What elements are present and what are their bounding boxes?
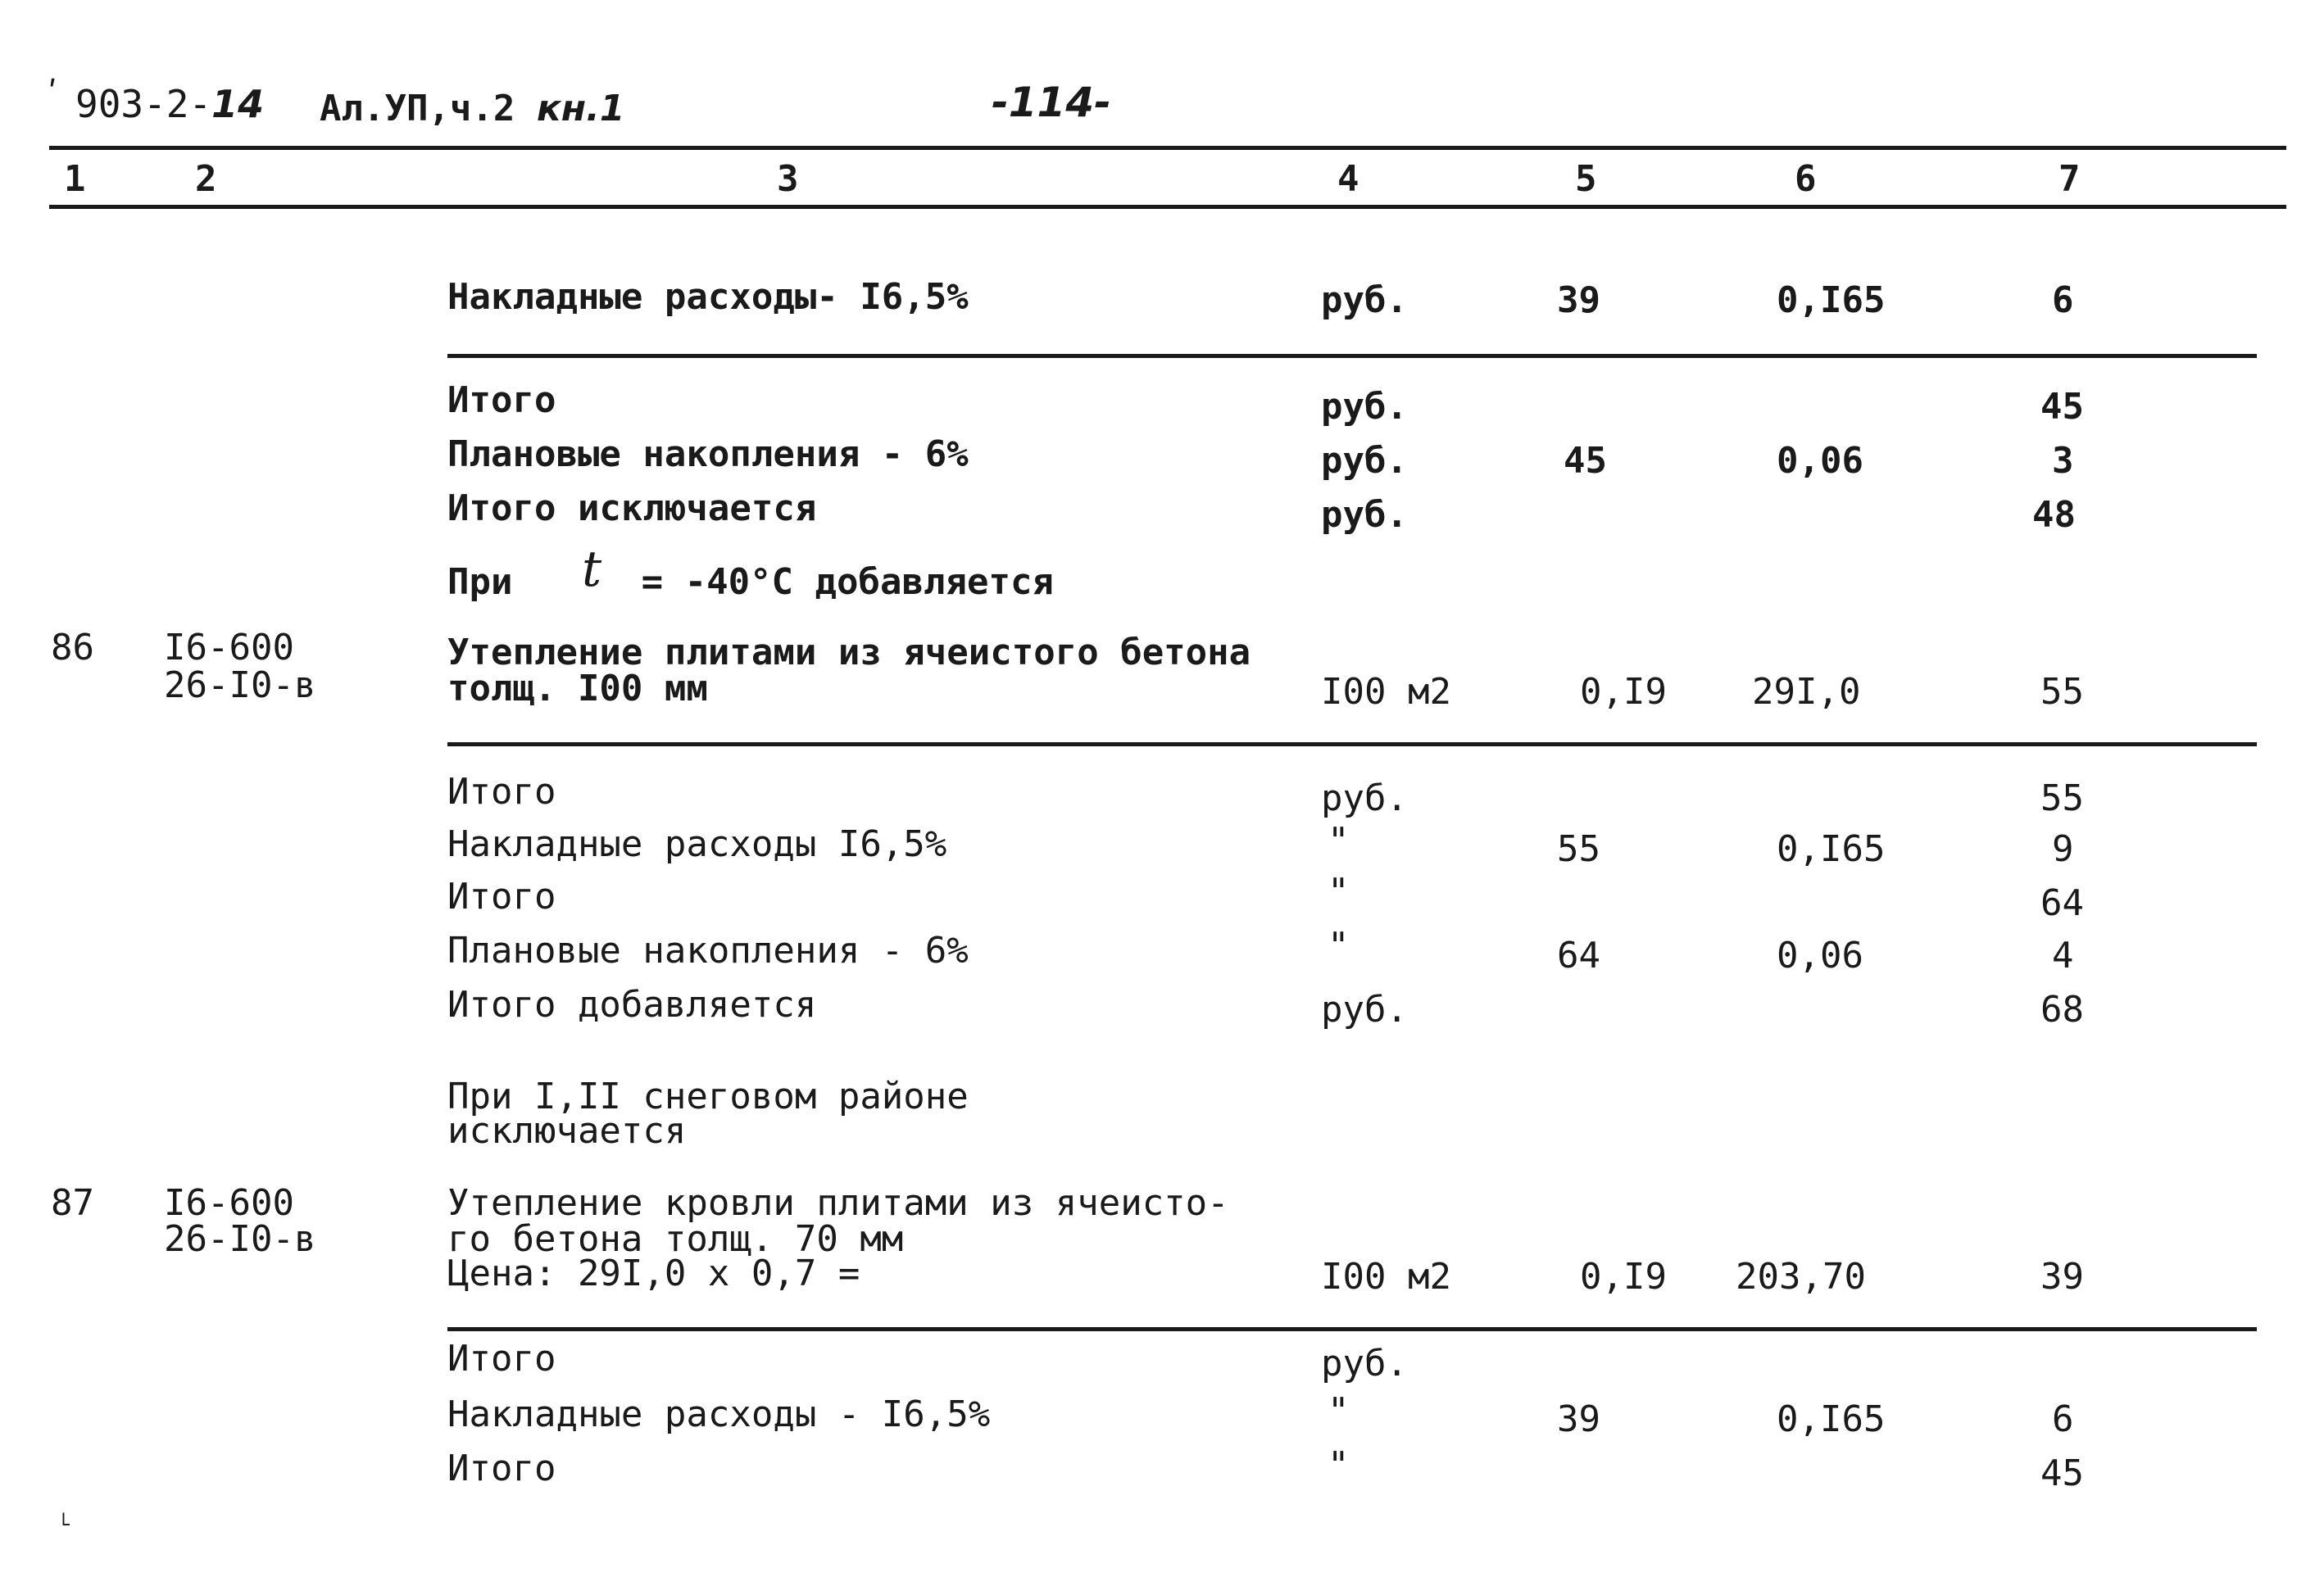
row-87-total-text: Итого — [447, 1338, 556, 1380]
row-86-subtotal-sum: 64 — [2040, 882, 2084, 924]
col-header-5: 5 — [1575, 158, 1597, 200]
item-87-unit: I00 м2 — [1321, 1256, 1451, 1298]
item-86-code-2: 26-I0-в — [164, 664, 316, 706]
item-87-desc-1: Утепление кровли плитами из ячеисто- — [447, 1182, 1229, 1224]
subtotal-rule-3 — [447, 1327, 2257, 1331]
row-87-overhead-rate: 0,I65 — [1777, 1398, 1886, 1440]
item-86-number: 86 — [51, 627, 94, 668]
col-header-7: 7 — [2058, 158, 2081, 200]
row-total-text: Итого — [447, 379, 556, 421]
temperature-condition — [447, 541, 1054, 603]
row-total-sum: 45 — [2040, 386, 2084, 428]
row-87-overhead-sum: 6 — [2052, 1398, 2074, 1440]
row-overhead-rate: 0,I65 — [1777, 279, 1886, 321]
row-86-added-sum: 68 — [2040, 989, 2084, 1031]
book-label: кн.1 — [536, 88, 625, 129]
document-code — [75, 82, 265, 126]
header-bottom-rule — [49, 205, 2286, 209]
item-86-sum: 55 — [2040, 671, 2084, 713]
footer-corner-mark: ˪ — [57, 1499, 75, 1533]
row-86-planned-text: Плановые накопления - 6% — [447, 930, 969, 972]
row-87-overhead-text: Накладные расходы - I6,5% — [447, 1393, 991, 1435]
row-86-subtotal-unit: " — [1328, 871, 1350, 913]
row-planned-unit: руб. — [1321, 440, 1408, 482]
item-87-qty: 0,I9 — [1580, 1256, 1667, 1298]
row-overhead-sum: 6 — [2052, 279, 2074, 321]
temperature-suffix: = -40°С добавляется — [641, 561, 1054, 603]
item-86-rate: 29I,0 — [1752, 671, 1861, 713]
snow-region-line-2: исключается — [447, 1110, 687, 1152]
row-87-subtotal-sum: 45 — [2040, 1452, 2084, 1494]
row-planned-rate: 0,06 — [1777, 440, 1863, 482]
row-excluded-text: Итого исключается — [447, 487, 817, 529]
temperature-symbol: t — [581, 541, 602, 598]
col-header-3: 3 — [777, 158, 799, 200]
item-86-desc-2: толщ. I00 мм — [447, 668, 708, 709]
item-87-code-1: I6-600 — [164, 1182, 294, 1224]
row-overhead-text: Накладные расходы- I6,5% — [447, 276, 969, 318]
row-86-subtotal-text: Итого — [447, 876, 556, 918]
row-86-total-text: Итого — [447, 771, 556, 813]
row-87-total-unit: руб. — [1321, 1343, 1408, 1384]
item-87-desc-3: Цена: 29I,0 х 0,7 = — [447, 1253, 860, 1294]
col-header-2: 2 — [195, 158, 217, 200]
album-reference — [320, 90, 625, 128]
col-header-6: 6 — [1795, 158, 1817, 200]
row-86-overhead-rate: 0,I65 — [1777, 828, 1886, 870]
item-87-number: 87 — [51, 1182, 94, 1224]
row-excluded-unit: руб. — [1321, 494, 1408, 536]
row-86-overhead-qty: 55 — [1557, 828, 1600, 870]
row-86-total-sum: 55 — [2040, 777, 2084, 819]
col-header-1: 1 — [64, 158, 86, 200]
row-planned-qty: 45 — [1564, 440, 1607, 482]
item-87-code-2: 26-I0-в — [164, 1218, 316, 1260]
row-86-planned-sum: 4 — [2052, 935, 2074, 977]
item-86-unit: I00 м2 — [1321, 671, 1451, 713]
row-86-added-unit: руб. — [1321, 989, 1408, 1031]
corner-mark: ʹ — [43, 75, 63, 113]
subtotal-rule-1 — [447, 354, 2257, 358]
row-86-added-text: Итого добавляется — [447, 984, 817, 1026]
col-header-4: 4 — [1337, 158, 1359, 200]
row-86-overhead-text: Накладные расходы I6,5% — [447, 823, 947, 865]
row-total-unit: руб. — [1321, 386, 1408, 428]
row-overhead-qty: 39 — [1557, 279, 1600, 321]
row-overhead-unit: руб. — [1321, 279, 1408, 321]
row-86-planned-rate: 0,06 — [1777, 935, 1863, 977]
item-86-qty: 0,I9 — [1580, 671, 1667, 713]
temperature-prefix: При — [447, 561, 513, 603]
item-87-desc-2: го бетона толщ. 70 мм — [447, 1218, 904, 1260]
item-86-desc-1: Утепление плитами из ячеистого бетона — [447, 632, 1251, 673]
row-excluded-sum: 48 — [2032, 494, 2076, 536]
document-code-suffix: 14 — [211, 82, 265, 126]
row-87-overhead-unit: " — [1328, 1390, 1350, 1432]
album-label: Ал.УП,ч.2 — [320, 88, 515, 129]
row-planned-text: Плановые накопления - 6% — [447, 433, 969, 475]
subtotal-rule-2 — [447, 742, 2257, 746]
row-86-overhead-sum: 9 — [2052, 828, 2074, 870]
row-87-subtotal-text: Итого — [447, 1448, 556, 1489]
header-top-rule — [49, 146, 2286, 150]
document-code-main: 903-2- — [75, 82, 212, 126]
page-number: -114- — [992, 79, 1111, 126]
row-87-overhead-qty: 39 — [1557, 1398, 1600, 1440]
row-86-planned-qty: 64 — [1557, 935, 1600, 977]
item-87-sum: 39 — [2040, 1256, 2084, 1298]
row-planned-sum: 3 — [2052, 440, 2074, 482]
row-86-planned-unit: " — [1328, 925, 1350, 967]
row-86-total-unit: руб. — [1321, 777, 1408, 819]
item-87-rate: 203,70 — [1736, 1256, 1866, 1298]
snow-region-line-1: При I,II снеговом районе — [447, 1076, 969, 1117]
row-87-subtotal-unit: " — [1328, 1444, 1350, 1486]
row-86-overhead-unit: " — [1328, 820, 1350, 862]
item-86-code-1: I6-600 — [164, 627, 294, 668]
